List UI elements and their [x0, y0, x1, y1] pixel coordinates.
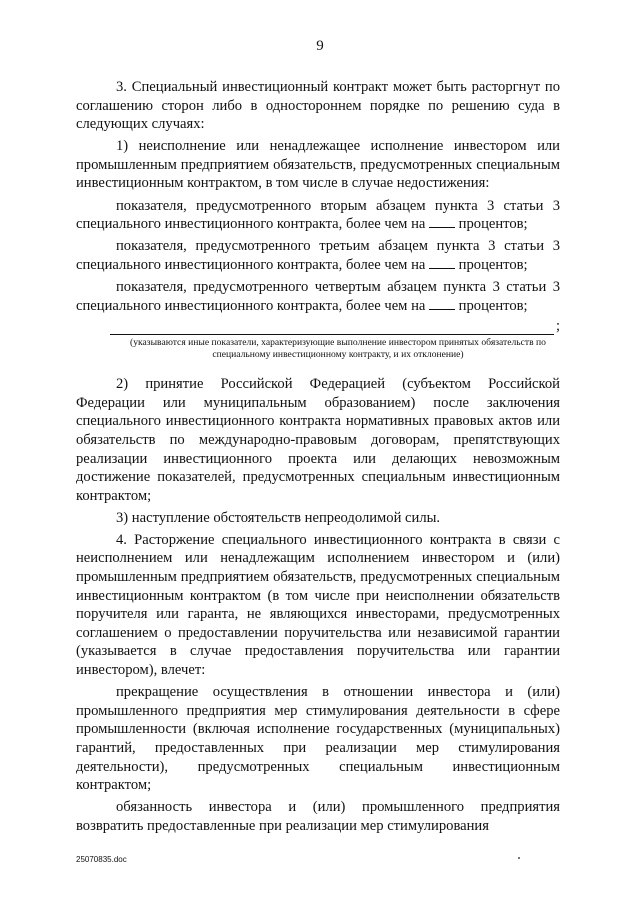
percent-blank [429, 298, 455, 310]
indicator-text: показателя, предусмотренного третьим абзацем пункта 3 статьи 3 специального инвестиционного контракта, более чем на [76, 238, 560, 273]
indicator-text: показателя, предусмотренного четвертым абзацем пункта 3 статьи 3 специального инвестиционного контракта, более чем на [76, 278, 560, 314]
paragraph-clause-4: 4. Расторжение специального инвестиционного контракта в связи с неисполнением или ненадлежащим исполнением инвестором и (или) промышленным предприятием обязательств, предусмотренных специальным инвестиционным контрактом (в том числе при неисполнении обязательств поручителя или гаранта, не являющихся инвесторами, предусмотренных соглашением о предоставлении поручительства или независимой гарантии (указывается в случае предоставления поручительства или гарантии инвестором), влечет: [76, 531, 560, 679]
fill-in-note: (указываются иные показатели, характеризующие выполнение инвестором принятых обязательств по специальному инвестиционному контракту, и их отклонение) [130, 337, 546, 361]
paragraph-item-1: 1) неисполнение или ненадлежащее исполнение инвестором или промышленным предприятием обязательств, предусмотренных специальным инвестиционным контрактом, в том числе в случае недостижения: [76, 138, 560, 192]
page-number: 9 [316, 38, 324, 54]
percent-blank [429, 257, 455, 269]
paragraph-item-3: 3) наступление обстоятельств непреодолимой силы. [116, 509, 441, 526]
fill-in-semicolon: ; [555, 318, 560, 335]
indicator-text: показателя, предусмотренного вторым абзацем пункта 3 статьи 3 специального инвестиционного контракта, более чем на [76, 197, 560, 233]
paragraph-indicator-fourth [76, 278, 560, 315]
scan-mark [518, 857, 520, 859]
paragraph-return-obligation: обязанность инвестора и (или) промышленного предприятия возвратить предоставленные при реализации мер стимулирования [76, 799, 560, 834]
paragraph-termination-measures: прекращение осуществления в отношении инвестора и (или) промышленного предприятия мер стимулирования деятельности в сфере промышленности (включая исполнение государственных (муниципальных) гарантий, предоставленных при реализации мер стимулирования деятельности), предусмотренных специальным инвестиционным контрактом; [76, 684, 560, 794]
indicator-suffix: процентов; [455, 256, 528, 273]
percent-blank [429, 216, 455, 228]
paragraph-indicator-second [76, 197, 560, 234]
paragraph-item-2: 2) принятие Российской Федерацией (субъектом Российской Федерации или муниципальным образованием) после заключения специального инвестиционного контракта нормативных правовых актов или обязательств по международно-правовым договорам, препятствующих реализации инвестиционного проекта или делающих невозможным достижение показателей, предусмотренных специальным инвестиционным контрактом; [76, 376, 560, 504]
paragraph-clause-3: 3. Специальный инвестиционный контракт может быть расторгнут по соглашению сторон либо в одностороннем порядке по решению суда в следующих случаях: [76, 79, 560, 133]
document-body [76, 78, 560, 835]
fill-in-line [110, 322, 554, 335]
fill-in-row [76, 319, 560, 335]
indicator-suffix: процентов; [455, 297, 528, 314]
indicator-suffix: процентов; [455, 216, 528, 233]
paragraph-indicator-third [76, 237, 560, 274]
footer-filename: 25070835.doc [76, 855, 127, 864]
